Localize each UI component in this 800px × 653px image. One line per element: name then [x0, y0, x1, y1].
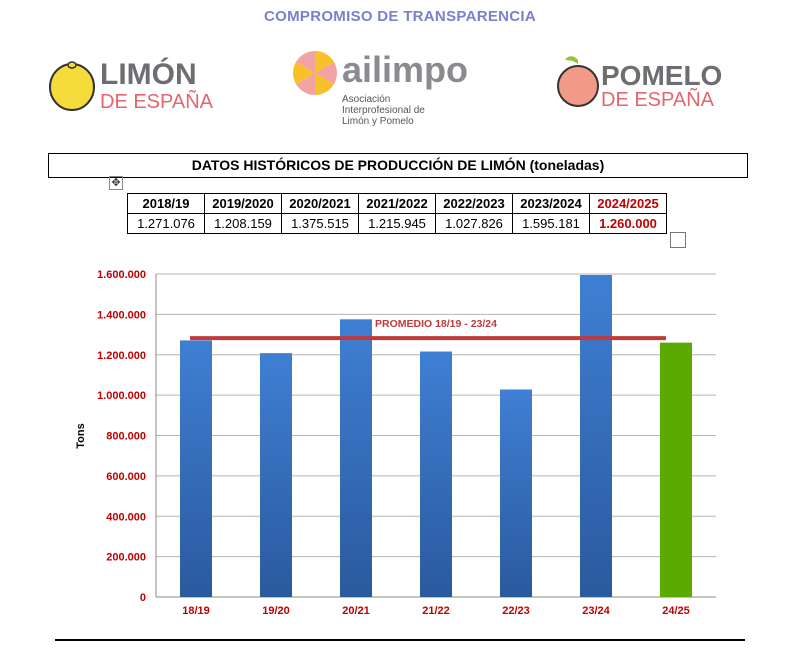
y-tick-label: 1.000.000 — [97, 390, 146, 403]
y-tick-label: 800.000 — [106, 430, 146, 443]
table-header-cell: 2020/2021 — [282, 194, 359, 214]
table-title: DATOS HISTÓRICOS DE PRODUCCIÓN DE LIMÓN (toneladas) — [48, 153, 748, 178]
table-header-cell-current: 2024/2025 — [590, 194, 667, 214]
x-tick-label: 22/23 — [502, 605, 530, 617]
table-header-cell: 2021/2022 — [359, 194, 436, 214]
table-value-cell: 1.271.076 — [128, 214, 205, 234]
y-tick-label: 1.400.000 — [97, 309, 146, 322]
bar — [420, 352, 452, 597]
y-tick-label: 0 — [139, 592, 146, 604]
footer-divider — [55, 639, 745, 641]
x-tick-label: 18/19 — [182, 605, 210, 617]
bar — [500, 390, 532, 597]
x-tick-label: 19/20 — [262, 605, 290, 617]
table-value-cell: 1.595.181 — [513, 214, 590, 234]
table-move-handle-icon[interactable]: ✥ — [109, 176, 123, 190]
table-header-cell: 2019/2020 — [205, 194, 282, 214]
bar-current-season — [660, 343, 692, 597]
pomelo-logo-line1: POMELO — [601, 60, 723, 91]
table-value-cell: 1.375.515 — [282, 214, 359, 234]
x-tick-label: 20/21 — [342, 605, 370, 617]
ailimpo-subtitle-2: Interprofesional de — [342, 105, 425, 116]
y-tick-label: 200.000 — [106, 551, 146, 564]
x-tick-label: 24/25 — [662, 605, 690, 617]
x-tick-label: 23/24 — [582, 605, 610, 617]
ailimpo-subtitle-3: Limón y Pomelo — [342, 116, 414, 127]
y-tick-label: 600.000 — [106, 470, 146, 483]
pomelo-logo-line2: DE ESPAÑA — [601, 89, 714, 111]
limon-logo-line2: DE ESPAÑA — [100, 91, 213, 113]
x-tick-label: 21/22 — [422, 605, 450, 617]
page-header-title: COMPROMISO DE TRANSPARENCIA — [264, 8, 536, 25]
table-value-cell: 1.208.159 — [205, 214, 282, 234]
bar — [260, 353, 292, 597]
ailimpo-subtitle-1: Asociación — [342, 94, 391, 105]
table-value-cell-current: 1.260.000 — [590, 214, 667, 234]
ailimpo-name: ailimpo — [342, 49, 469, 90]
y-tick-label: 1.600.000 — [97, 269, 146, 281]
bar — [340, 319, 372, 597]
y-axis-label: Tons — [75, 423, 87, 449]
bar — [180, 340, 212, 597]
average-line-label: PROMEDIO 18/19 - 23/24 — [375, 318, 497, 331]
y-tick-label: 400.000 — [106, 511, 146, 524]
table-value-cell: 1.215.945 — [359, 214, 436, 234]
y-tick-label: 1.200.000 — [97, 349, 146, 362]
table-header-cell: 2022/2023 — [436, 194, 513, 214]
table-header-cell: 2018/19 — [128, 194, 205, 214]
bar — [580, 275, 612, 597]
table-header-cell: 2023/2024 — [513, 194, 590, 214]
table-value-cell: 1.027.826 — [436, 214, 513, 234]
limon-logo-line1: LIMÓN — [100, 58, 197, 91]
